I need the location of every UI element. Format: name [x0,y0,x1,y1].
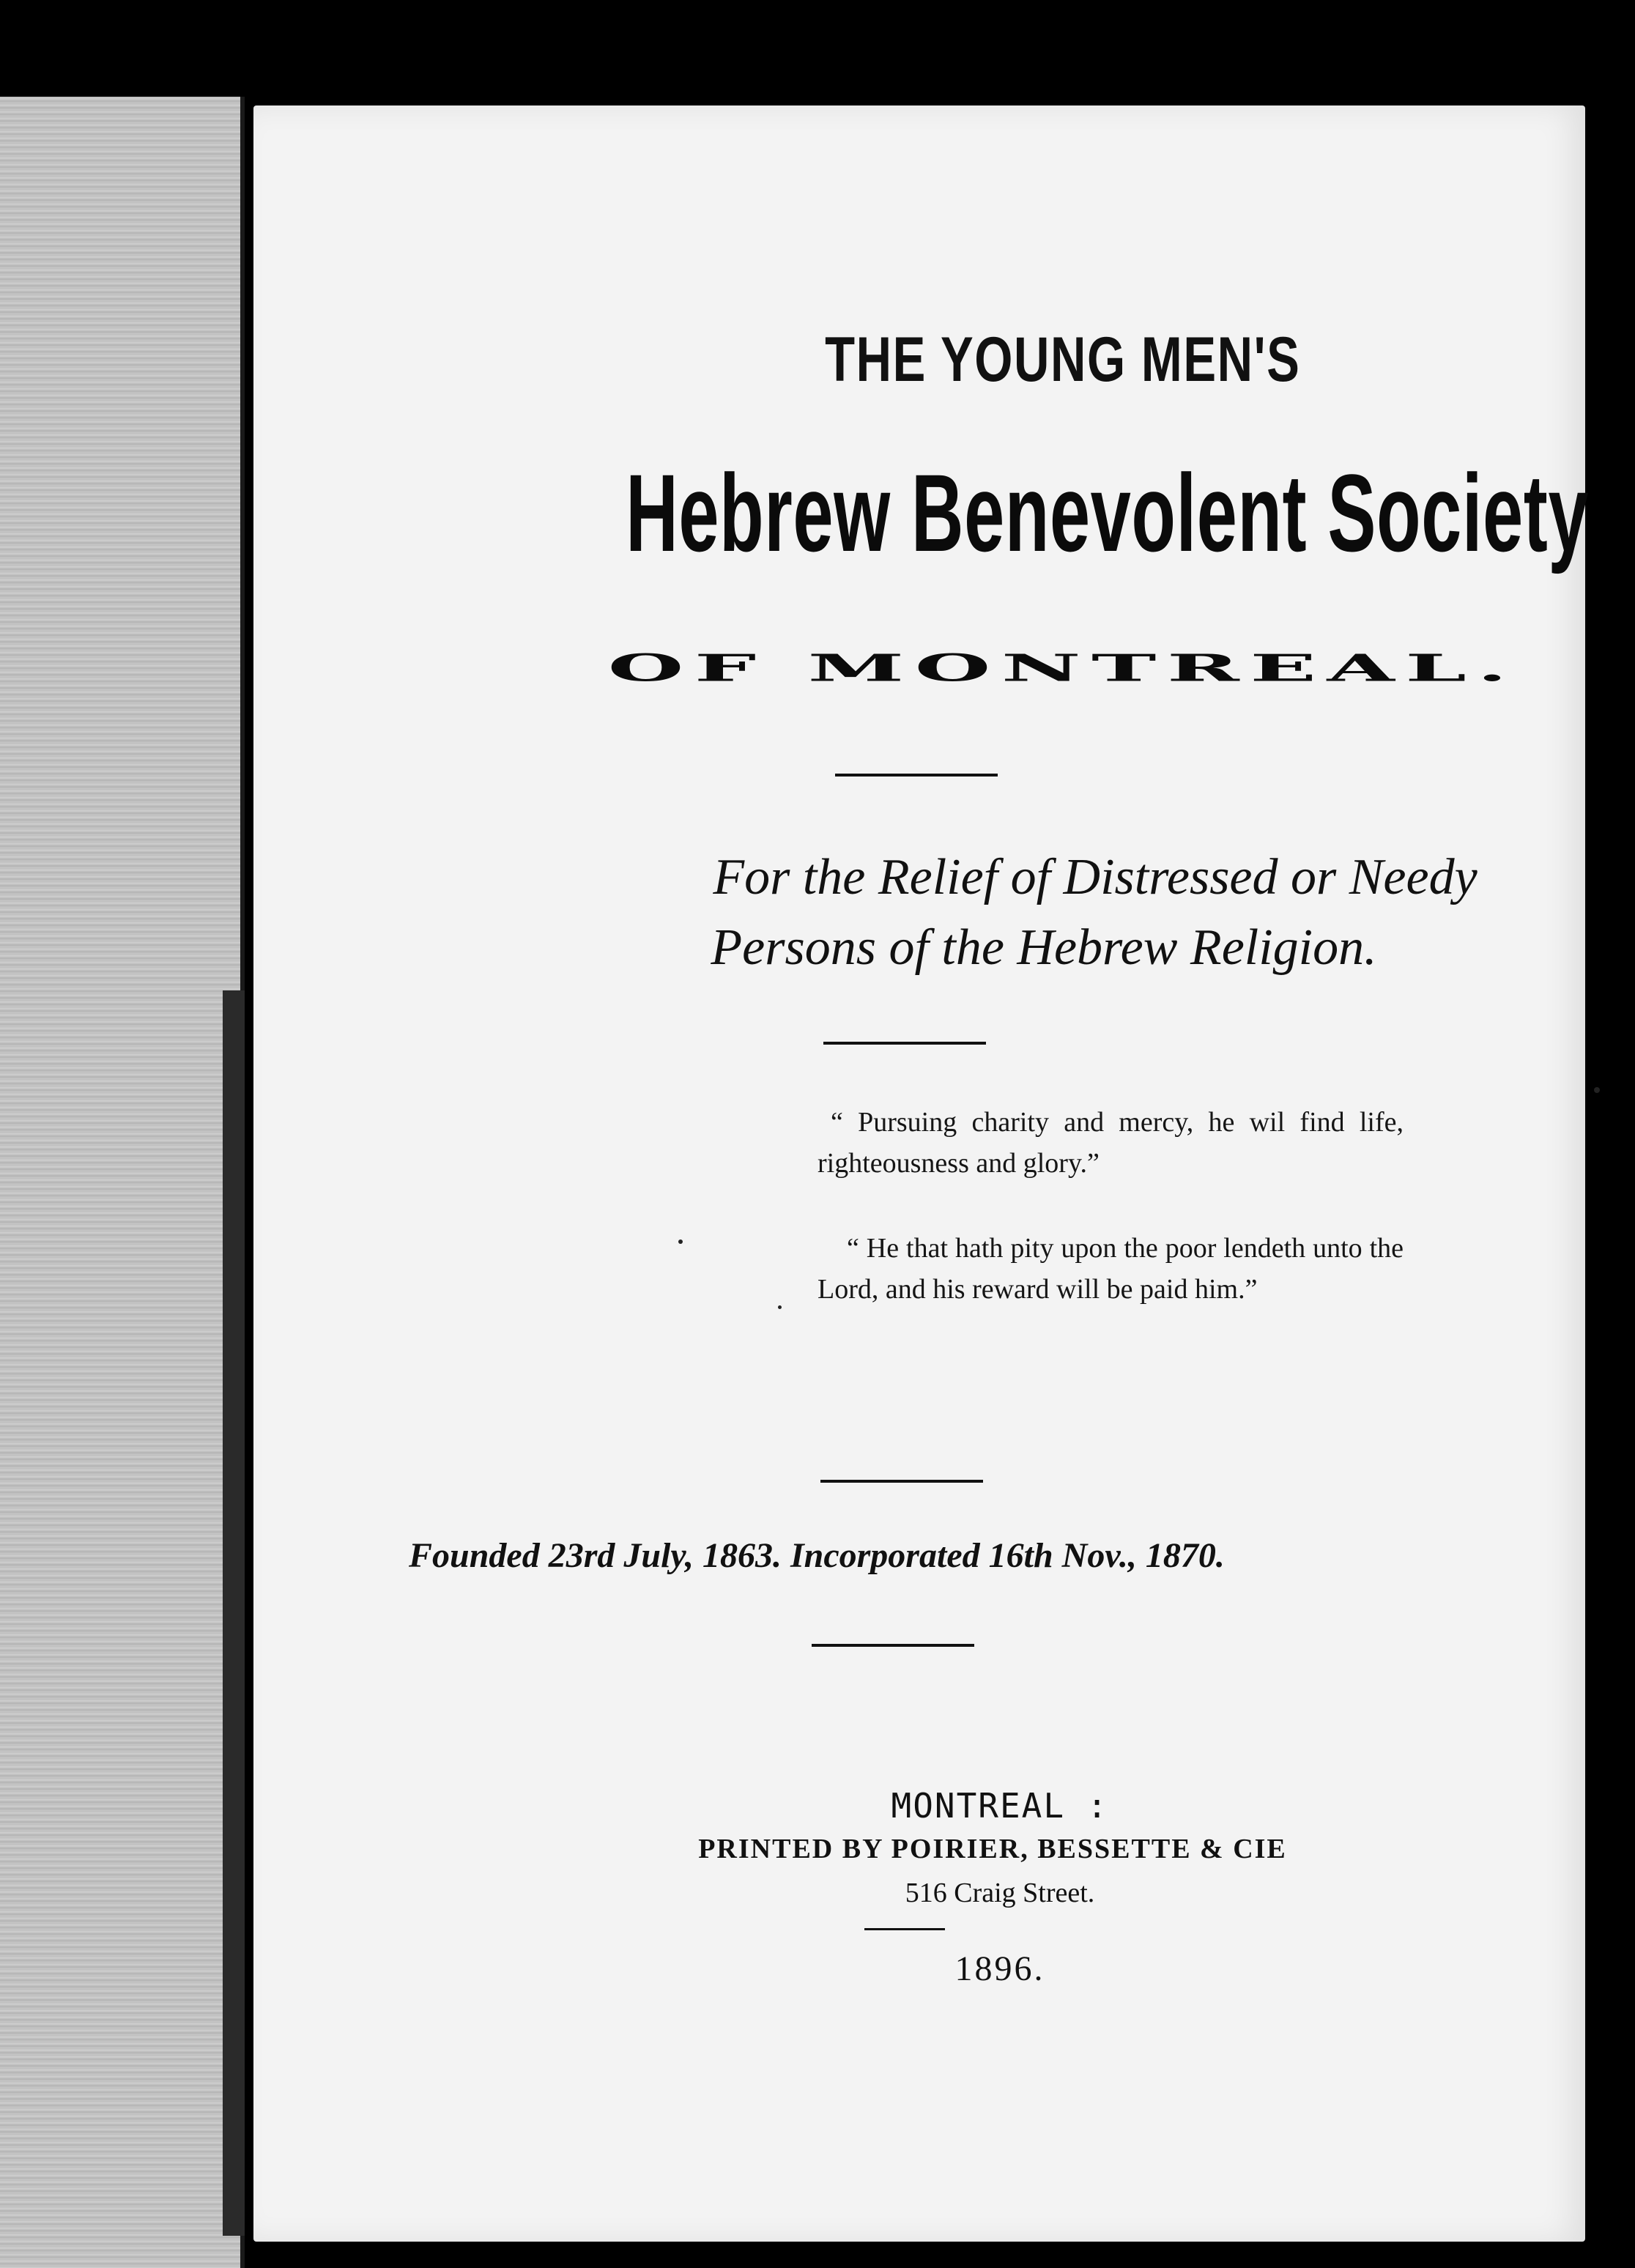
purpose-line-2: Persons of the Hebrew Religion. [711,919,1377,976]
title-page [253,105,1590,2242]
title-line-2: Hebrew Benevolent Society [626,451,1590,574]
paper-speck [778,1305,782,1309]
purpose-line-1: For the Relief of Distressed or Needy [713,849,1478,905]
paper-speck [1594,1087,1600,1093]
adjacent-page-edge [0,97,245,2268]
founded-line: Founded 23rd July, 1863. Incorporated 16th Nov., 1870. [409,1536,1225,1575]
imprint-city: MONTREAL : [891,1786,1109,1826]
short-rule [864,1928,945,1930]
title-line-1: THE YOUNG MEN'S [825,325,1301,395]
quote-1: “ Pursuing charity and mercy, he wil find life, righteousness and glory.” [818,1107,1404,1179]
divider-rule [835,774,998,777]
divider-rule [823,1042,986,1045]
divider-rule [812,1644,974,1647]
quote-2: “ He that hath pity upon the poor lendeth unto the Lord, and his reward will be paid him.” [818,1233,1404,1305]
imprint-printer: PRINTED BY POIRIER, BESSETTE & CIE [698,1834,1287,1864]
imprint-year: 1896. [954,1949,1045,1988]
title-line-3: OF MONTREAL. [607,646,1519,690]
paper-speck [678,1239,683,1244]
imprint-street: 516 Craig Street. [905,1878,1095,1908]
divider-rule [820,1480,983,1483]
